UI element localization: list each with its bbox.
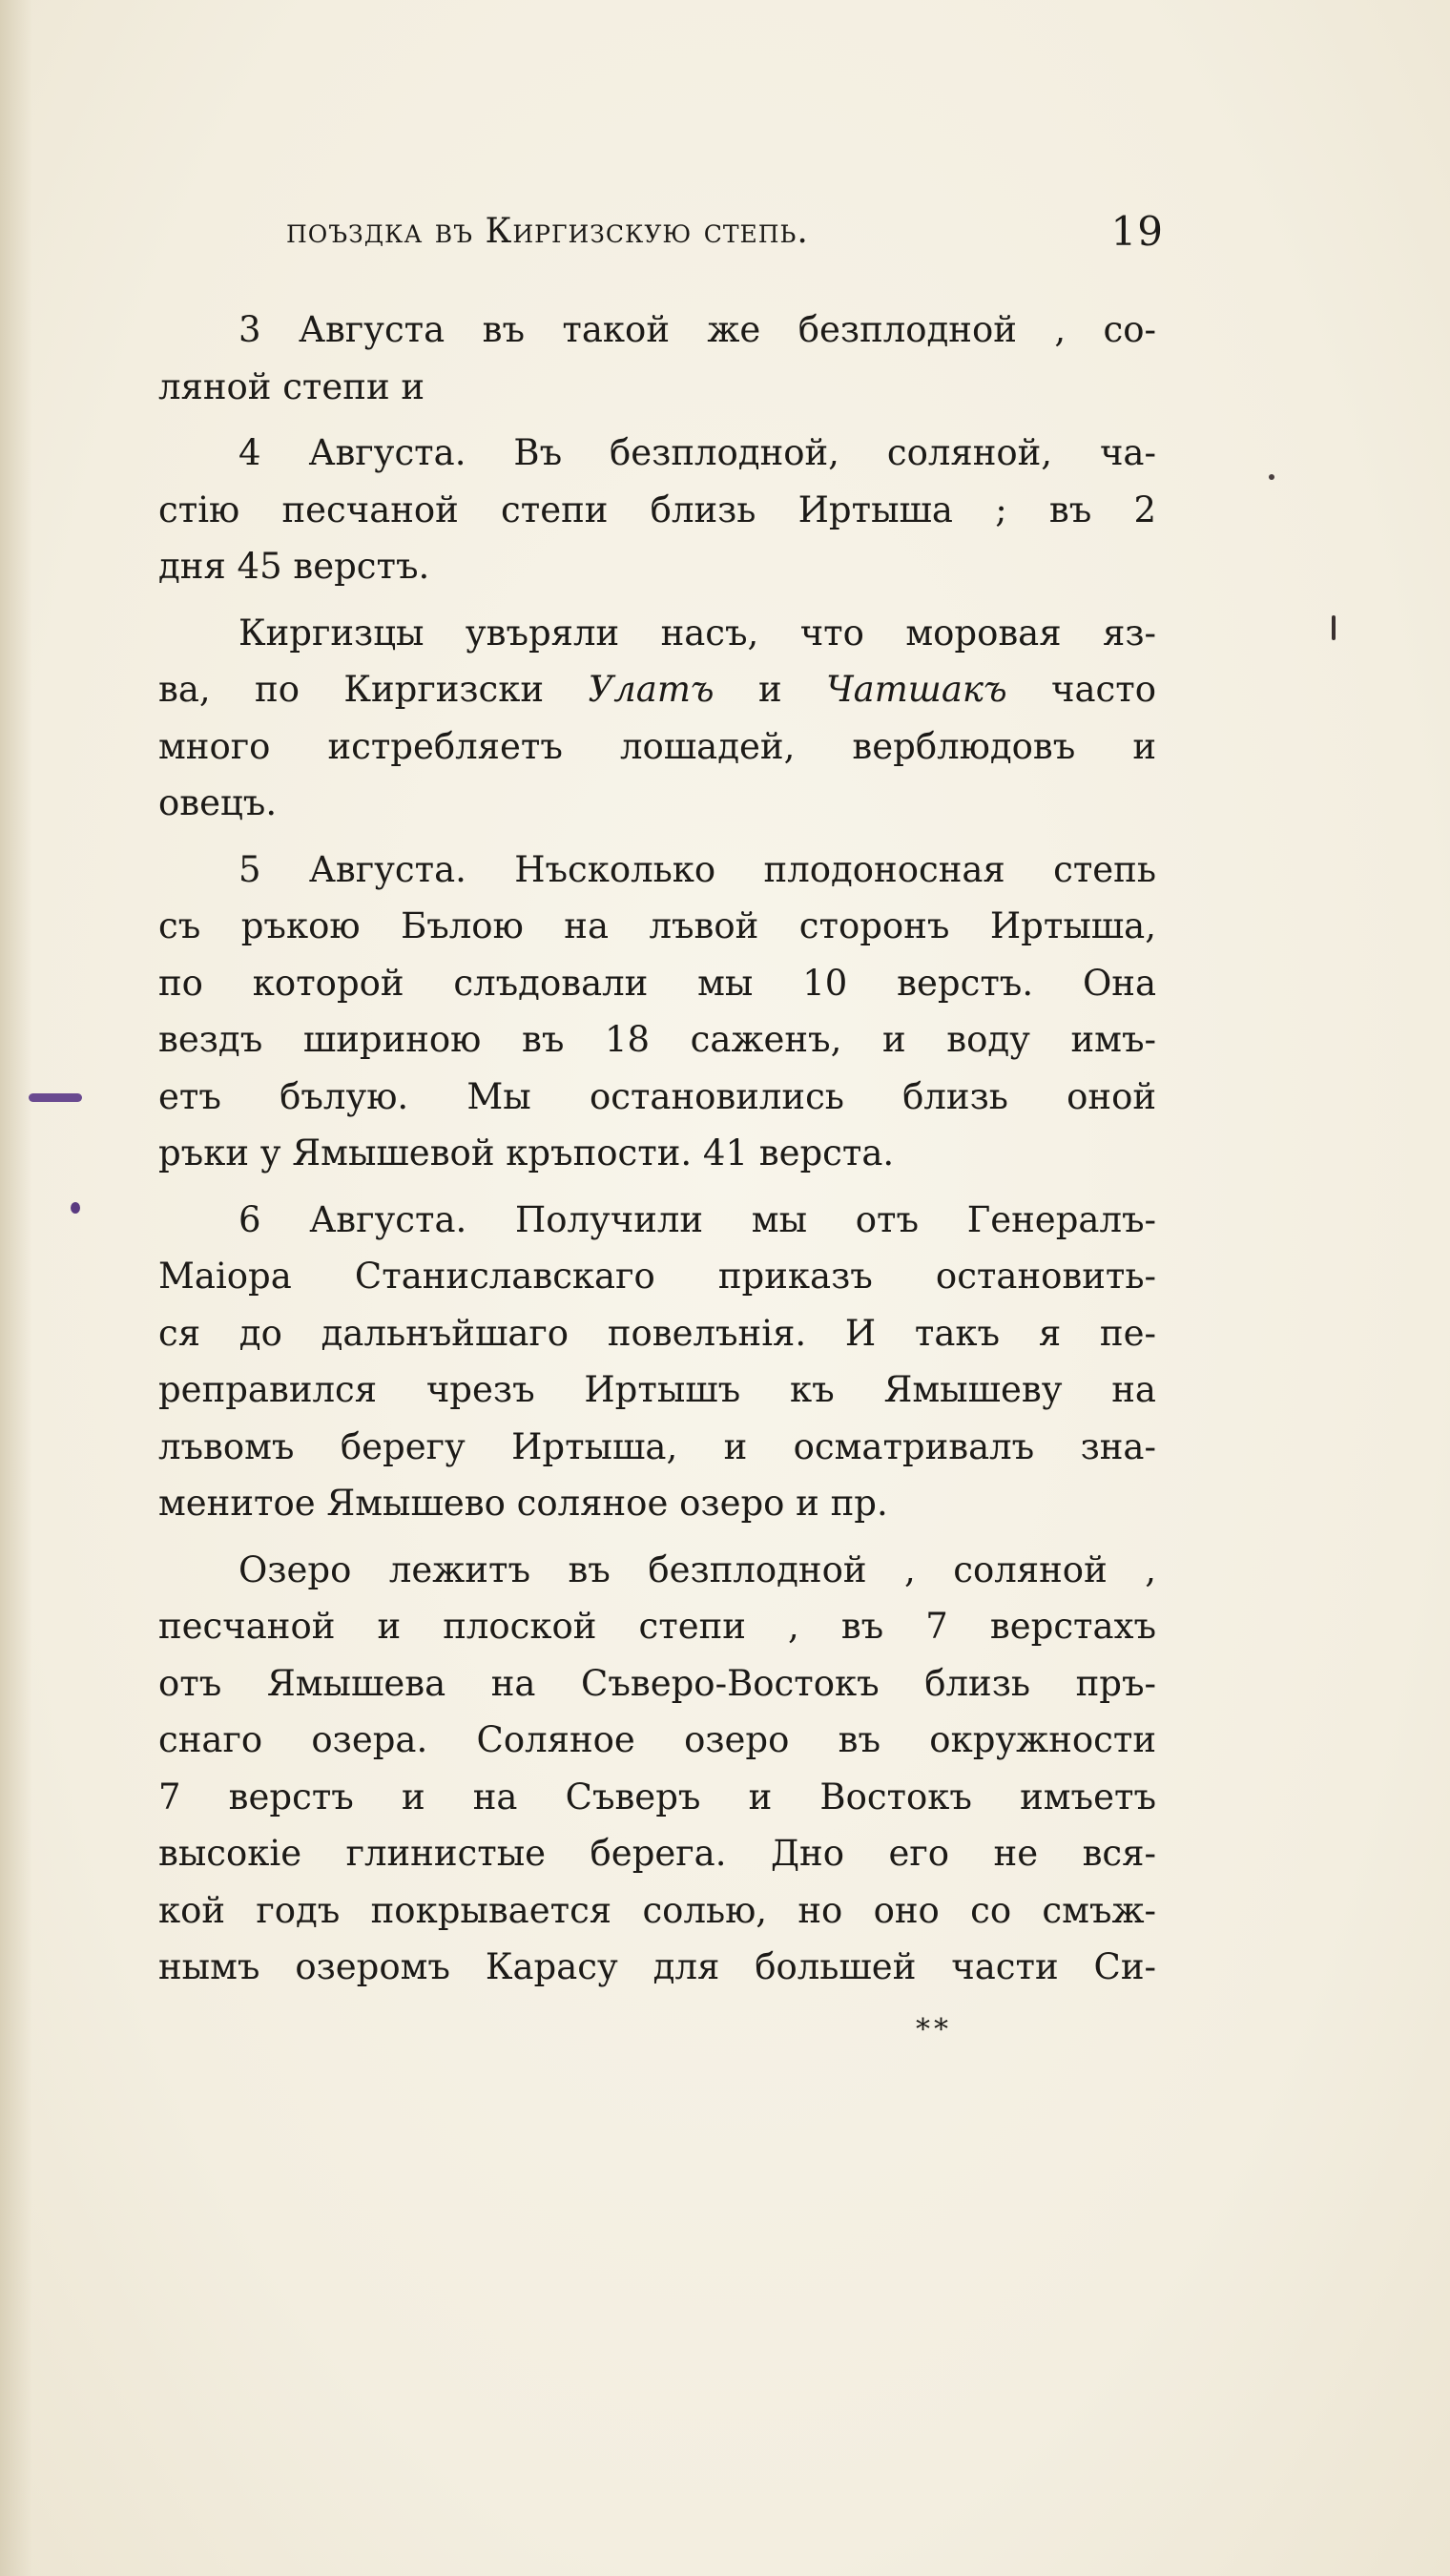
text-line: песчаной и плоской степи , въ 7 верстахъ (158, 1606, 1156, 1647)
text-line: овецъ. (158, 782, 278, 823)
text-line-with-terms: ва, по Киргизски Улатъ и Чатшакъ часто (158, 669, 1156, 710)
term-ulat: Улатъ (588, 669, 715, 710)
running-header (286, 208, 1164, 269)
text-line: 5 Августа. Нъсколько плодоносная степь (238, 848, 1156, 890)
text-line: 7 верстъ и на Съверъ и Востокъ имъетъ (158, 1776, 1156, 1818)
text-line: 3 Августа въ такой же безплодной , со- (238, 309, 1156, 350)
text-line: стiю песчаной степи близь Иртыша ; въ 2 (158, 488, 1156, 530)
text-line: Озеро лежитъ въ безплодной , соляной , (238, 1548, 1156, 1590)
term-chatshak: Чатшакъ (826, 669, 1007, 710)
text-line: Киргизцы увъряли насъ, что моровая яз- (238, 612, 1156, 654)
text-line: етъ бълую. Мы остановились близь оной (158, 1075, 1156, 1117)
text-line: реправился чрезъ Иртышъ къ Ямышеву на (158, 1369, 1156, 1410)
text-line: съ ръкою Бълою на лъвой сторонъ Иртыша, (158, 905, 1156, 946)
ink-dot (1269, 474, 1274, 480)
text-line: Маiора Станиславскаго приказъ остановить- (158, 1256, 1156, 1297)
text-line: ръки у Ямышевой кръпости. 41 верста. (158, 1132, 895, 1174)
ink-mark (29, 1093, 82, 1102)
text-line: лъвомъ берегу Иртыша, и осматривалъ зна- (158, 1425, 1156, 1467)
text-line: высокiе глинистые берега. Дно его не вся- (158, 1833, 1156, 1874)
text-line: по которой слъдовали мы 10 верстъ. Она (158, 962, 1156, 1004)
text-line: дня 45 верстъ. (158, 546, 430, 587)
text-line: много истребляетъ лошадей, верблюдовъ и (158, 725, 1156, 767)
body-text (158, 301, 1156, 1996)
running-title: поъздка въ Киргизскую степь. (286, 212, 809, 251)
text-line: 4 Августа. Въ безплодной, соляной, ча- (238, 432, 1156, 473)
ink-spot (71, 1202, 80, 1214)
text-line: нымъ озеромъ Карасу для большей части Си- (158, 1946, 1156, 1987)
text-line: кой годъ покрывается солью, но оно со смъж- (158, 1889, 1156, 1931)
page-number: 19 (1110, 208, 1164, 255)
text-line: ся до дальнъйшаго повелънiя. И такъ я пе- (158, 1312, 1156, 1354)
text-line: снаго озера. Соляное озеро въ окружности (158, 1719, 1156, 1760)
text-line: ляной степи и (158, 365, 425, 407)
text-line: 6 Августа. Получили мы отъ Генералъ- (238, 1198, 1156, 1240)
page-edge-shadow (0, 0, 32, 2576)
text-line: менитое Ямышево соляное озеро и пр. (158, 1483, 888, 1524)
text-line: вездъ шириною въ 18 саженъ, и воду имъ- (158, 1019, 1156, 1060)
ink-stroke (1332, 615, 1336, 640)
text-line: отъ Ямышева на Съверо-Востокъ близь пръ- (158, 1662, 1156, 1704)
signature-mark: ** (916, 2013, 952, 2046)
